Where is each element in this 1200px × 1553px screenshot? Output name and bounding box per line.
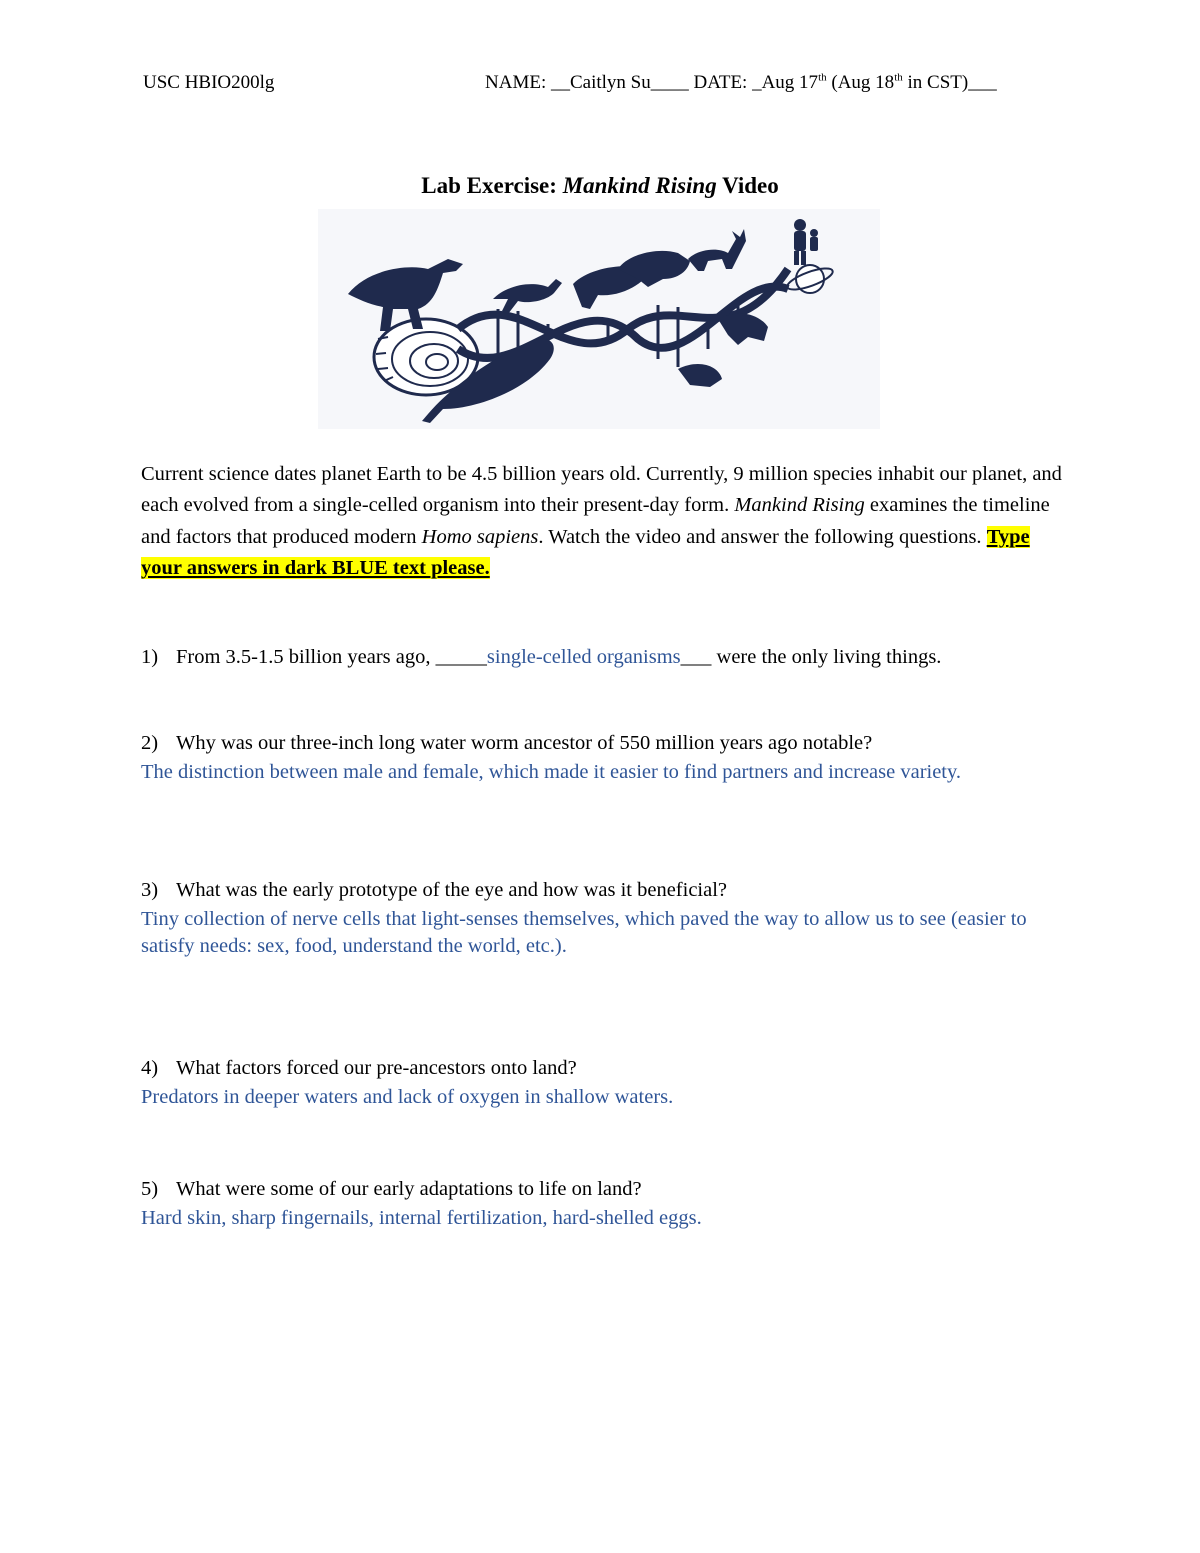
question-5 [141,1175,1071,1232]
date-alt: (Aug 18 [826,72,895,93]
answer-text: The distinction between male and female, which made it easier to find partners and increase variety. [141,761,962,783]
answer-text: Tiny collection of nerve cells that light-senses themselves, which paved the way to allow us to see (easier to satisfy needs: sex, food, understand the world, etc.). [141,908,1027,957]
evolution-dna-illustration [318,209,880,429]
question-number: 5) [141,1178,159,1200]
intro-text-3: . Watch the video and answer the following questions. [538,525,987,548]
date-end: in CST)___ [902,72,997,93]
title-italic: Mankind Rising [562,173,717,198]
intro-italic-title: Mankind Rising [734,494,865,517]
date-text: ____ DATE: _Aug 17 [650,72,819,93]
question-4 [141,1054,1071,1111]
name-date-line [485,72,997,94]
page-header [143,72,1060,102]
question-text-end: ___ were the only living things. [680,646,942,668]
intro-italic-species: Homo sapiens [421,525,539,548]
question-number: 1) [141,646,159,668]
answer-text: single-celled organisms [486,646,681,668]
title-suffix: Video [716,173,779,198]
date-ordinal: th [818,71,827,84]
intro-paragraph [141,459,1071,584]
answer-text: Hard skin, sharp fingernails, internal fertilization, hard-shelled eggs. [141,1207,702,1229]
question-2 [141,729,1071,786]
title-prefix: Lab Exercise: [421,173,563,198]
question-text: What were some of our early adaptations to life on land? [176,1178,642,1200]
date-alt-ordinal: th [894,71,903,84]
answer-text: Predators in deeper waters and lack of oxygen in shallow waters. [141,1086,674,1108]
question-text: What was the early prototype of the eye and how was it beneficial? [176,879,728,901]
question-number: 4) [141,1057,159,1079]
intro-text-2: examines the timeline and factors that produced modern [141,494,1050,548]
course-code: USC HBIO200lg [143,72,275,93]
name-label: NAME: __ [485,72,570,93]
question-text: From 3.5-1.5 billion years ago, _____ [176,646,487,668]
highlighted-instruction: Type your answers in dark BLUE text please. [141,525,1030,579]
student-name: Caitlyn Su [569,72,651,93]
page-title [0,173,1200,199]
question-1 [141,643,1071,671]
question-number: 3) [141,879,159,901]
question-3 [141,876,1071,960]
question-text: What factors forced our pre-ancestors onto land? [176,1057,577,1079]
question-text: Why was our three-inch long water worm ancestor of 550 million years ago notable? [176,732,873,754]
question-number: 2) [141,732,159,754]
intro-text-1: Current science dates planet Earth to be 4.5 billion years old. Currently, 9 million species inhabit our planet, and each evolved from a single-celled organism into their present-day form. [141,463,1062,517]
